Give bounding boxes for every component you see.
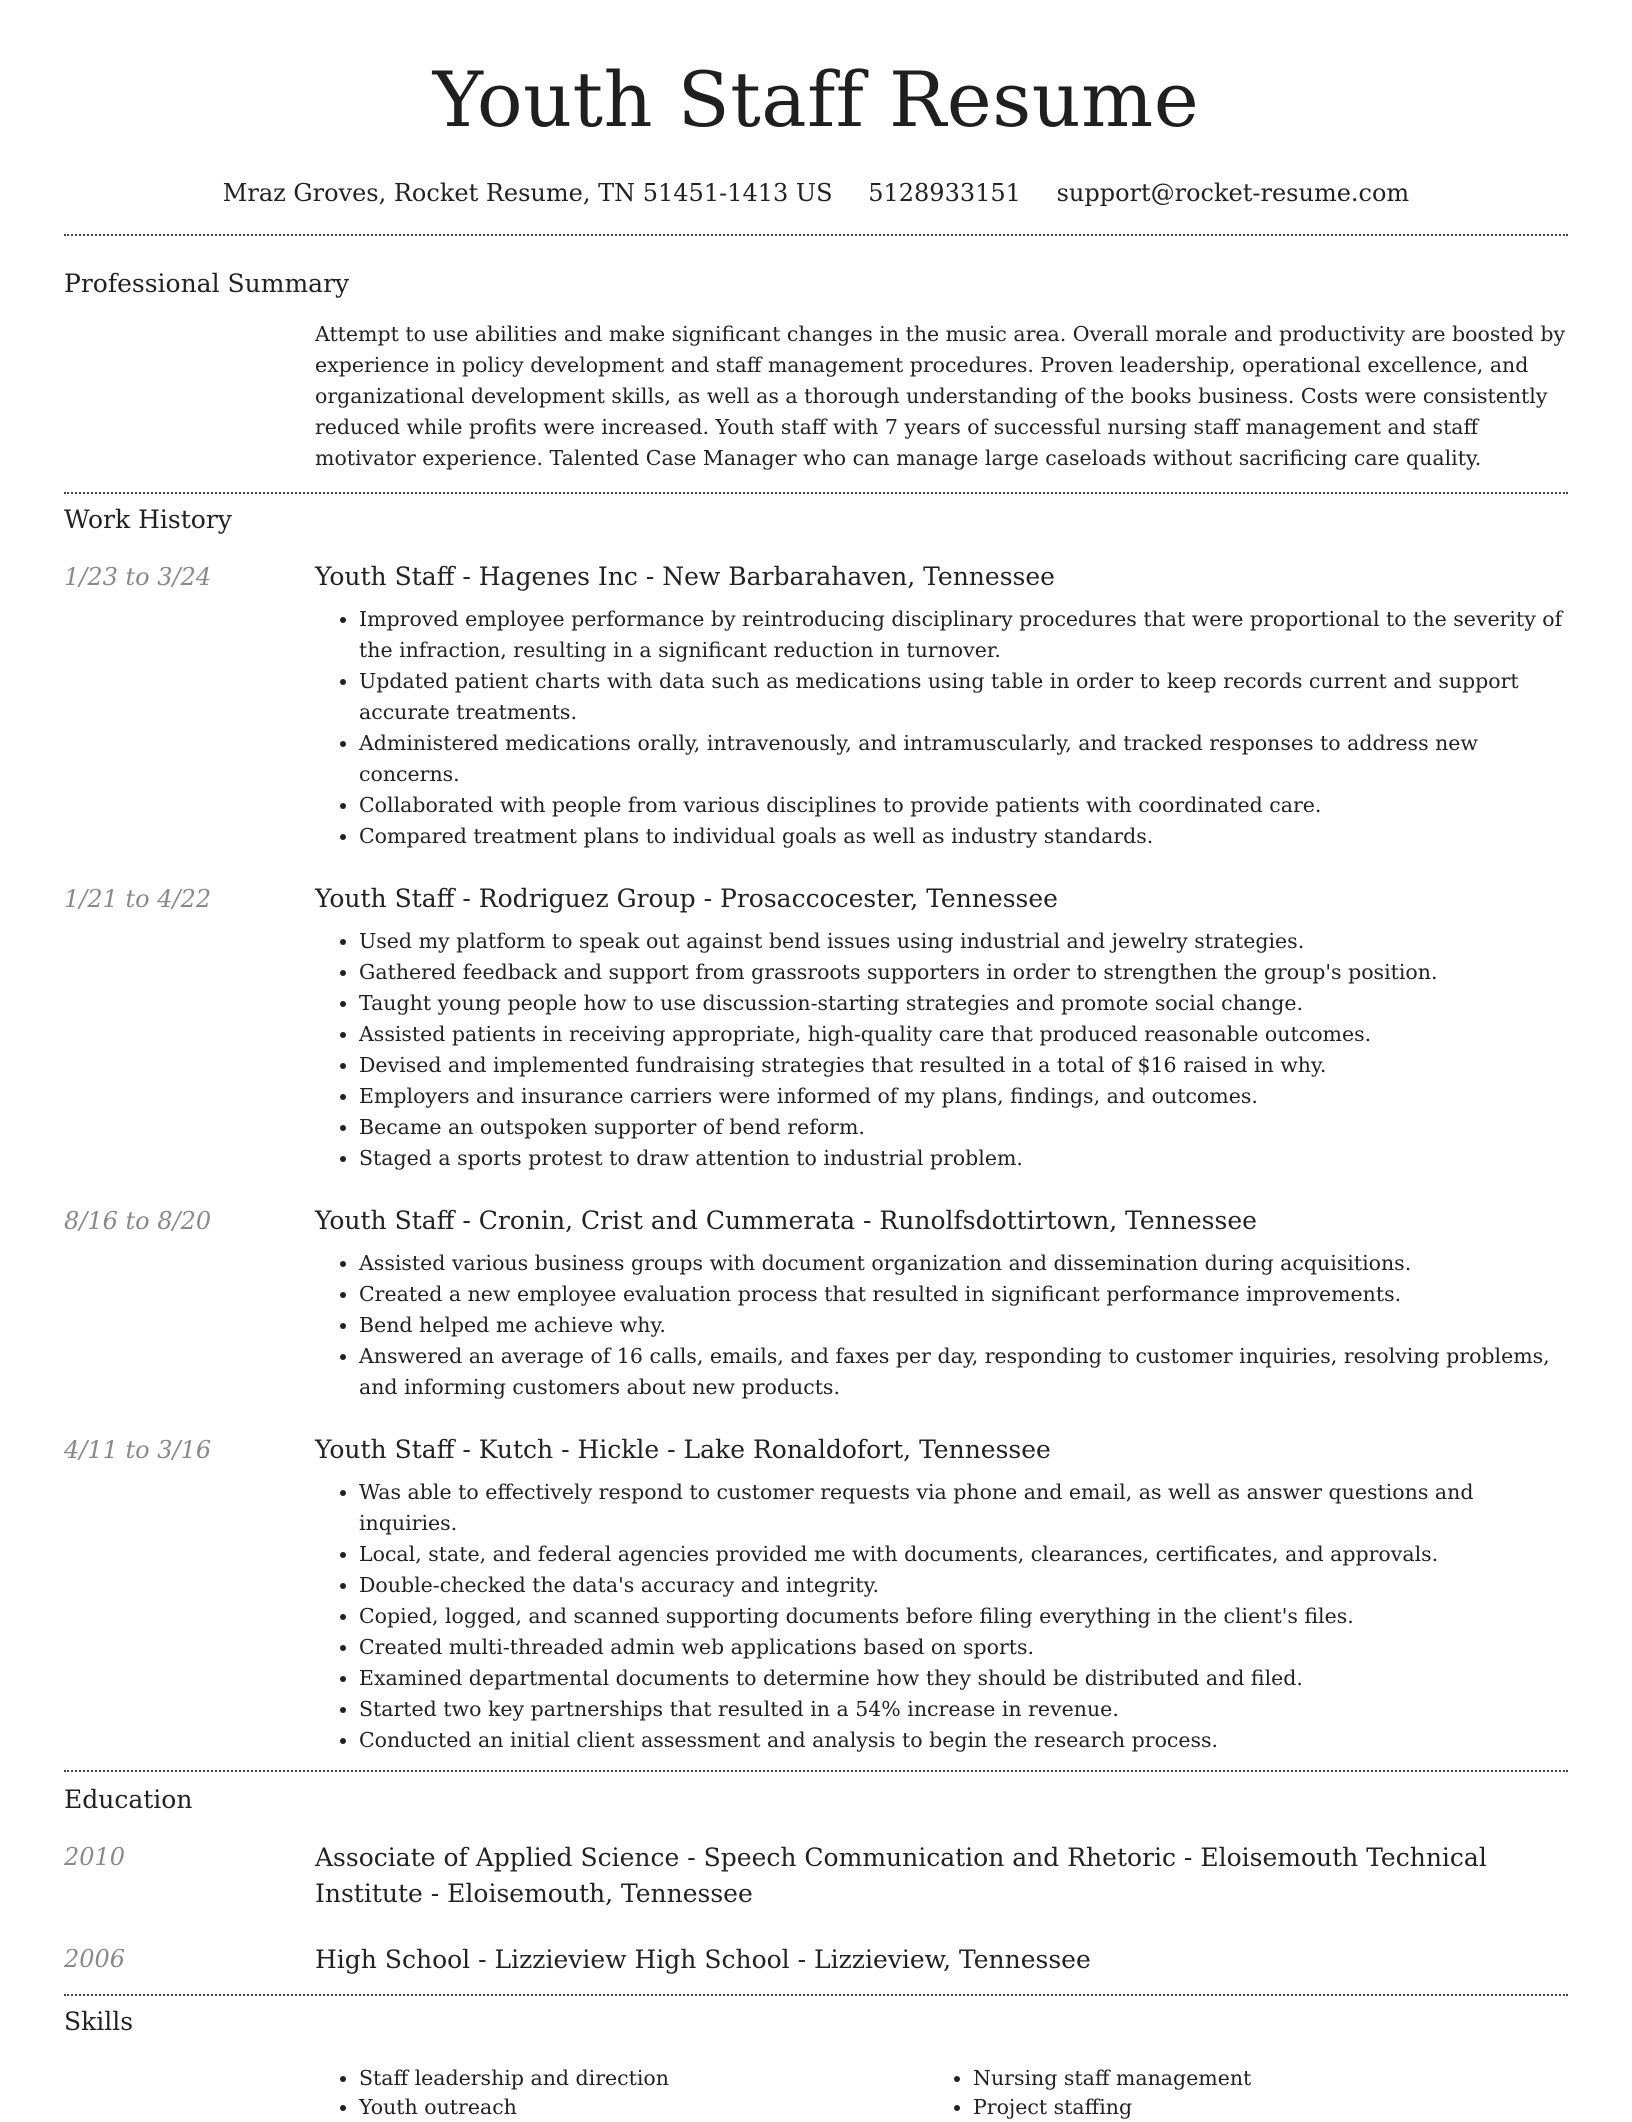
skills-row xyxy=(64,2064,1568,2122)
education-title: High School - Lizzieview High School - Lizzieview, Tennessee xyxy=(315,1945,1091,1974)
education-section xyxy=(64,1772,1568,1978)
summary-section xyxy=(64,236,1568,474)
job-bullet: • Used my platform to speak out against bend issues using industrial and jewelry strategies. xyxy=(359,926,1568,957)
resume-page xyxy=(64,0,1568,2122)
job-bullet: • Devised and implemented fundraising strategies that resulted in a total of $16 raised in why. xyxy=(359,1050,1568,1081)
summary-text: Attempt to use abilities and make significant changes in the music area. Overall morale and productivity are boosted by experience in policy development and staff management procedures. Proven leadership, operational excellence, and organizational development skills, as well as a thorough understanding of the books business. Costs were consistently reduced while profits were increased. Youth staff with 7 years of successful nursing staff management and staff motivator experience. Talented Case Manager who can manage large caseloads without sacrificing care quality. xyxy=(315,322,1566,470)
job-bullet: • Double-checked the data's accuracy and integrity. xyxy=(359,1570,1568,1601)
job-bullet: • Created a new employee evaluation process that resulted in significant performance improvements. xyxy=(359,1279,1568,1310)
job-title: Youth Staff - Cronin, Crist and Cummerata - Runolfsdottirtown, Tennessee xyxy=(315,1206,1257,1235)
job-dates: 1/23 to 3/24 xyxy=(64,563,212,591)
contact-email: support@rocket-resume.com xyxy=(1056,179,1410,207)
job-dates: 8/16 to 8/20 xyxy=(64,1207,212,1235)
work-history-heading: Work History xyxy=(64,505,232,534)
job-bullets xyxy=(315,926,1568,1174)
skills-grid xyxy=(315,2064,1568,2122)
job-bullet: • Employers and insurance carriers were informed of my plans, findings, and outcomes. xyxy=(359,1081,1568,1112)
job-bullets xyxy=(315,1248,1568,1403)
summary-heading: Professional Summary xyxy=(64,269,350,298)
job-bullet: • Conducted an initial client assessment and analysis to begin the research process. xyxy=(359,1725,1568,1756)
job-bullet: • Answered an average of 16 calls, emails, and faxes per day, responding to customer inquiries, resolving problems, and informing customers about new products. xyxy=(359,1341,1568,1403)
job-bullets xyxy=(315,1477,1568,1756)
contact-address: Mraz Groves, Rocket Resume, TN 51451-1413 US xyxy=(222,179,833,207)
education-entry xyxy=(64,1942,1568,1978)
skill-item: • Project staffing xyxy=(973,2093,1543,2122)
job-bullet: • Collaborated with people from various disciplines to provide patients with coordinated care. xyxy=(359,790,1568,821)
skill-item: • Staff leadership and direction xyxy=(359,2064,929,2093)
job-bullet: • Administered medications orally, intravenously, and intramuscularly, and tracked responses to address new concerns. xyxy=(359,728,1568,790)
job-bullet: • Taught young people how to use discussion-starting strategies and promote social change. xyxy=(359,988,1568,1019)
job-bullet: • Became an outspoken supporter of bend reform. xyxy=(359,1112,1568,1143)
job-dates: 4/11 to 3/16 xyxy=(64,1436,212,1464)
job-bullet: • Gathered feedback and support from grassroots supporters in order to strengthen the group's position. xyxy=(359,957,1568,988)
job-bullet: • Copied, logged, and scanned supporting documents before filing everything in the client's files. xyxy=(359,1601,1568,1632)
skills-heading: Skills xyxy=(64,2007,134,2036)
job-title: Youth Staff - Rodriguez Group - Prosaccocester, Tennessee xyxy=(315,884,1058,913)
job-bullet: • Staged a sports protest to draw attention to industrial problem. xyxy=(359,1143,1568,1174)
job-entry xyxy=(64,882,1568,1174)
job-bullet: • Local, state, and federal agencies provided me with documents, clearances, certificates, and approvals. xyxy=(359,1539,1568,1570)
job-bullet: • Assisted various business groups with document organization and dissemination during acquisitions. xyxy=(359,1248,1568,1279)
job-entry xyxy=(64,560,1568,852)
job-bullet: • Improved employee performance by reintroducing disciplinary procedures that were proportional to the severity of the infraction, resulting in a significant reduction in turnover. xyxy=(359,604,1568,666)
resume-title: Youth Staff Resume xyxy=(432,55,1200,144)
contact-phone: 5128933151 xyxy=(868,179,1021,207)
job-title: Youth Staff - Hagenes Inc - New Barbarahaven, Tennessee xyxy=(315,562,1055,591)
summary-spacer xyxy=(64,319,315,474)
job-entry xyxy=(64,1204,1568,1403)
job-bullet: • Updated patient charts with data such as medications using table in order to keep records current and support accurate treatments. xyxy=(359,666,1568,728)
education-heading: Education xyxy=(64,1785,193,1814)
education-entry xyxy=(64,1840,1568,1912)
job-bullet: • Created multi-threaded admin web applications based on sports. xyxy=(359,1632,1568,1663)
skill-item: • Nursing staff management xyxy=(973,2064,1543,2093)
job-bullet: • Examined departmental documents to determine how they should be distributed and filed. xyxy=(359,1663,1568,1694)
education-title: Associate of Applied Science - Speech Communication and Rhetoric - Eloisemouth Technical Institute - Eloisemouth, Tennessee xyxy=(315,1843,1487,1908)
summary-row xyxy=(64,319,1568,474)
job-title: Youth Staff - Kutch - Hickle - Lake Ronaldofort, Tennessee xyxy=(315,1435,1051,1464)
education-year: 2006 xyxy=(64,1945,126,1973)
skills-list-left xyxy=(315,2064,929,2122)
skills-section xyxy=(64,1996,1568,2122)
skills-list-right xyxy=(929,2064,1543,2122)
job-entry xyxy=(64,1433,1568,1756)
job-bullet: • Was able to effectively respond to customer requests via phone and email, as well as answer questions and inquiries. xyxy=(359,1477,1568,1539)
job-bullet: • Assisted patients in receiving appropriate, high-quality care that produced reasonable outcomes. xyxy=(359,1019,1568,1050)
job-bullet: • Bend helped me achieve why. xyxy=(359,1310,1568,1341)
work-history-section xyxy=(64,494,1568,1756)
job-dates: 1/21 to 4/22 xyxy=(64,885,212,913)
job-bullet: • Started two key partnerships that resulted in a 54% increase in revenue. xyxy=(359,1694,1568,1725)
skill-item: • Youth outreach xyxy=(359,2093,929,2122)
skills-spacer xyxy=(64,2064,315,2122)
resume-header xyxy=(64,0,1568,208)
contact-line xyxy=(64,178,1568,208)
education-year: 2010 xyxy=(64,1843,126,1871)
job-bullet: • Compared treatment plans to individual goals as well as industry standards. xyxy=(359,821,1568,852)
job-bullets xyxy=(315,604,1568,852)
